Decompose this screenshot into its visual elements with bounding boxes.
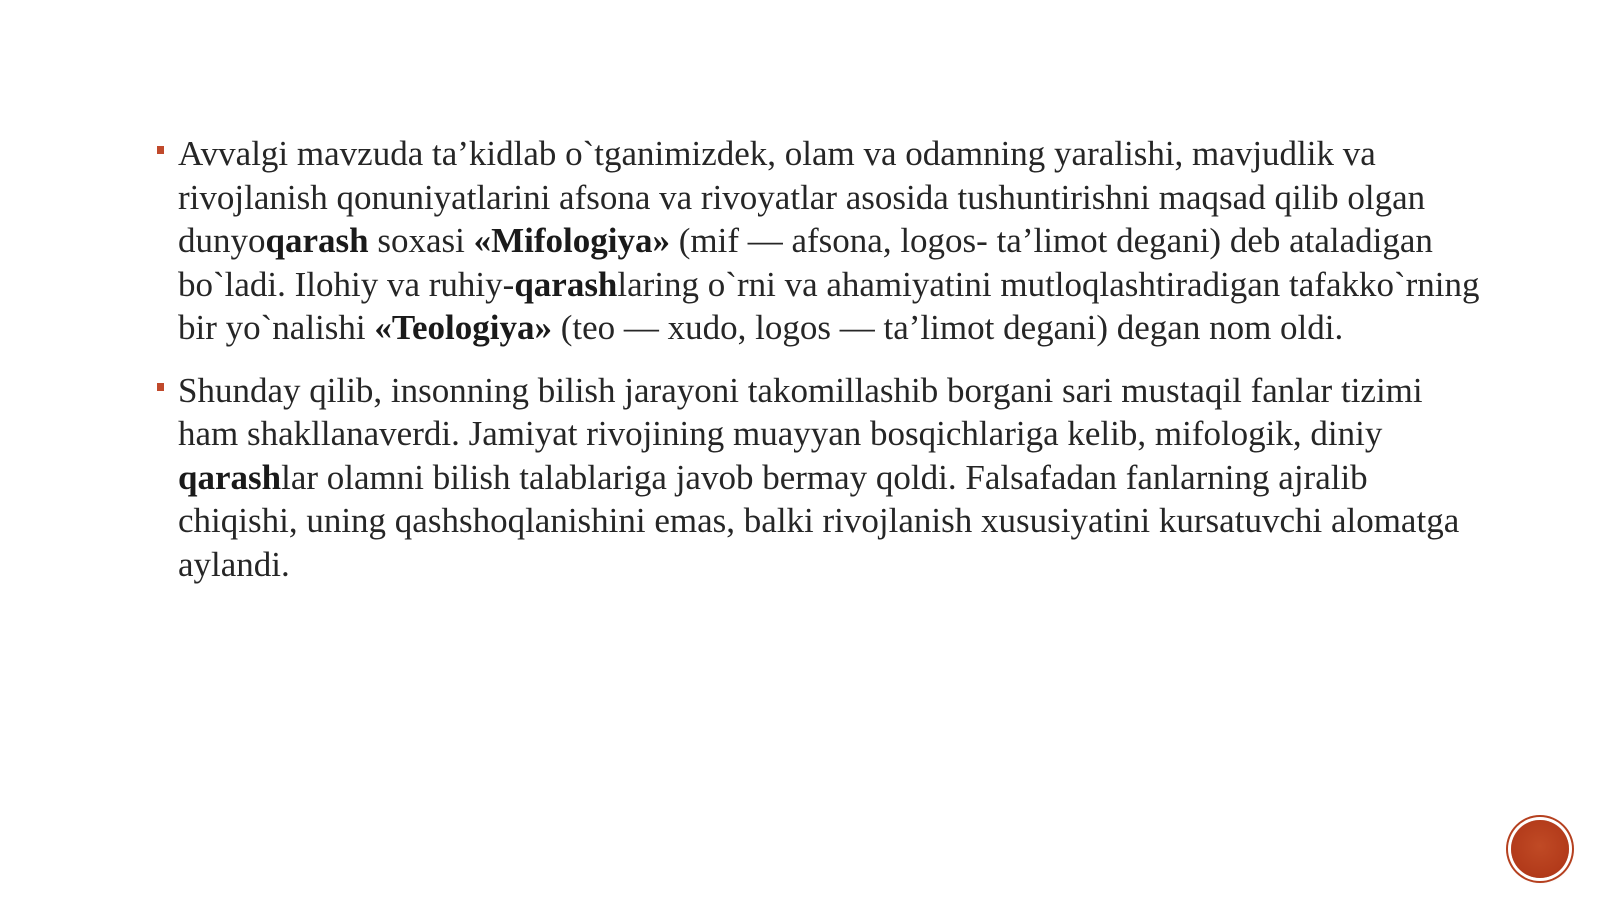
bullet-text: [178, 369, 1482, 587]
bold-term: qarash: [265, 221, 369, 260]
bullet-item: [152, 132, 1482, 350]
bullet-item: [152, 369, 1482, 587]
text-run: Avvalgi mavzuda ta’kidlab o`tganimizdek, olam va odamning yaralishi, mavjudlik va rivojlanish qonuniyatlarini afsona va rivoyatlar asosida tushuntirishni maqsad qilib olgan dunyo: [178, 134, 1426, 260]
bullet-text: [178, 132, 1482, 350]
square-bullet-icon: [157, 383, 164, 391]
bold-term: qarash: [514, 264, 618, 304]
text-run: Shunday qilib, insonning bilish jarayoni takomillashib borgani sari mustaqil fanlar tizimi ham shakllanaverdi. Jamiyat rivojining muayyan bosqichlariga kelib, mifologik, diniy: [178, 370, 1423, 453]
text-run: (mif — afsona, logos- ta’limot degani) deb ataladigan bo`ladi. Ilohiy va ruhiy-: [178, 221, 1433, 304]
slide-content: [152, 132, 1482, 605]
text-run: laring o`rni va ahamiyatini mutloqlashtiradigan tafakko`rning bir yo`nalishi: [178, 264, 1480, 347]
text-run: lar olamni bilish talablariga javob bermay qoldi. Falsafadan fanlarning ajralib chiqishi, uning qashshoqlanishini emas, balki rivojlanish xususiyatini kursatuvchi alomatga aylandi.: [178, 457, 1460, 584]
bold-term: «Teologiya»: [374, 308, 552, 347]
text-run: (teo — xudo, logos — ta’limot degani) degan nom oldi.: [552, 308, 1344, 347]
bold-term: qarash: [178, 457, 282, 497]
bold-term: «Mifologiya»: [473, 221, 670, 260]
text-run: soxasi: [368, 221, 474, 260]
slide-number-badge: [1511, 820, 1569, 878]
square-bullet-icon: [157, 146, 164, 154]
